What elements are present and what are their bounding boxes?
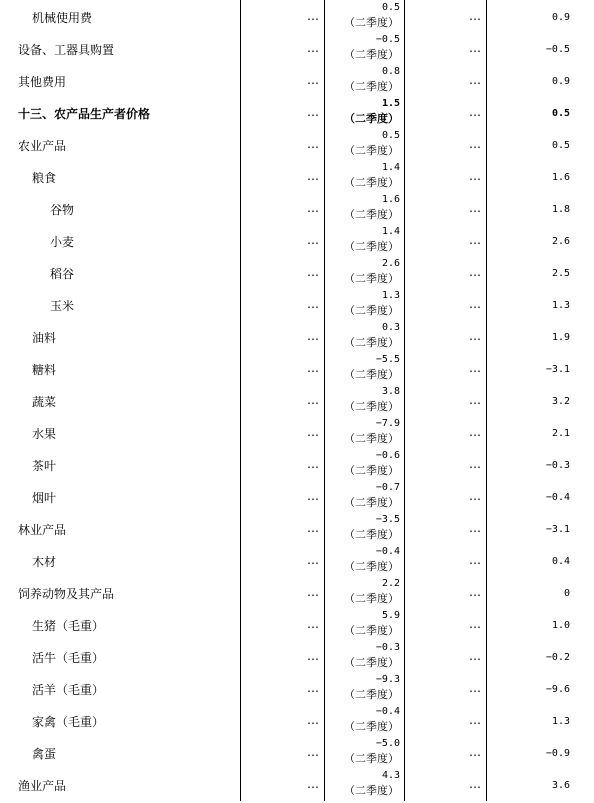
table-row (0, 419, 594, 451)
missing-value-marker: … (307, 617, 318, 631)
quarter-value: −7.9 (375, 418, 400, 429)
row-label: 谷物 (50, 203, 75, 217)
row-label: 活牛（毛重） (32, 651, 105, 665)
quarter-value: 0.5 (381, 2, 400, 13)
missing-value-marker: … (469, 169, 480, 183)
table-row (0, 739, 594, 771)
quarter-value: −0.4 (375, 706, 400, 717)
cumulative-value: 2.1 (551, 428, 570, 439)
cumulative-value: 1.6 (551, 172, 570, 183)
missing-value-marker: … (307, 457, 318, 471)
quarter-value: 1.6 (381, 194, 400, 205)
quarter-value: −0.3 (375, 642, 400, 653)
quarter-note: （二季度） (344, 400, 399, 413)
missing-value-marker: … (469, 201, 480, 215)
row-label: 家禽（毛重） (32, 715, 105, 729)
missing-value-marker: … (469, 393, 480, 407)
cumulative-value: 1.3 (551, 300, 570, 311)
table-row (0, 579, 594, 611)
cumulative-value: −0.5 (545, 44, 570, 55)
row-label: 烟叶 (32, 491, 57, 505)
cumulative-value: 2.5 (551, 268, 570, 279)
quarter-note: （二季度） (344, 624, 399, 637)
missing-value-marker: … (469, 617, 480, 631)
table-row (0, 707, 594, 739)
table-row (0, 3, 594, 35)
quarter-note: （二季度） (344, 752, 399, 765)
table-row (0, 67, 594, 99)
quarter-note: （二季度） (344, 720, 399, 733)
cumulative-value: −0.4 (545, 492, 570, 503)
quarter-value: −9.3 (375, 674, 400, 685)
missing-value-marker: … (307, 361, 318, 375)
row-label: 农业产品 (18, 139, 67, 153)
missing-value-marker: … (469, 521, 480, 535)
quarter-note: （二季度） (344, 656, 399, 669)
missing-value-marker: … (307, 521, 318, 535)
row-label: 饲养动物及其产品 (18, 587, 115, 601)
row-label: 禽蛋 (32, 747, 57, 761)
cumulative-value: −0.9 (545, 748, 570, 759)
missing-value-marker: … (307, 329, 318, 343)
cumulative-value: 3.2 (551, 396, 570, 407)
cumulative-value: 1.3 (551, 716, 570, 727)
row-label: 机械使用费 (32, 11, 93, 25)
table-row (0, 675, 594, 707)
missing-value-marker: … (469, 9, 480, 23)
missing-value-marker: … (307, 105, 318, 119)
quarter-value: 1.3 (381, 290, 400, 301)
missing-value-marker: … (469, 681, 480, 695)
quarter-value: −0.6 (375, 450, 400, 461)
cumulative-value: 1.9 (551, 332, 570, 343)
quarter-value: 2.2 (381, 578, 400, 589)
table-row (0, 387, 594, 419)
missing-value-marker: … (307, 681, 318, 695)
missing-value-marker: … (307, 265, 318, 279)
quarter-value: 3.8 (381, 386, 400, 397)
missing-value-marker: … (307, 169, 318, 183)
quarter-note: （二季度） (344, 176, 399, 189)
cumulative-value: 0.5 (551, 140, 570, 151)
cumulative-value: 1.0 (551, 620, 570, 631)
quarter-value: −0.4 (375, 546, 400, 557)
missing-value-marker: … (469, 41, 480, 55)
quarter-value: −0.5 (375, 34, 400, 45)
cumulative-value: 0.5 (551, 108, 570, 119)
cumulative-value: −0.3 (545, 460, 570, 471)
cumulative-value: −0.2 (545, 652, 570, 663)
quarter-value: −0.7 (375, 482, 400, 493)
cumulative-value: −3.1 (545, 524, 570, 535)
row-label: 设备、工器具购置 (18, 43, 115, 57)
missing-value-marker: … (469, 265, 480, 279)
missing-value-marker: … (469, 361, 480, 375)
missing-value-marker: … (307, 233, 318, 247)
quarter-note: （二季度） (344, 592, 399, 605)
missing-value-marker: … (469, 137, 480, 151)
quarter-note: （二季度） (344, 304, 399, 317)
missing-value-marker: … (469, 745, 480, 759)
row-label: 木材 (32, 555, 57, 569)
missing-value-marker: … (469, 297, 480, 311)
row-label: 十三、农产品生产者价格 (18, 107, 151, 121)
missing-value-marker: … (307, 777, 318, 791)
cumulative-value: 0 (563, 588, 570, 599)
cumulative-value: −3.1 (545, 364, 570, 375)
quarter-note: （二季度） (344, 80, 399, 93)
quarter-note: （二季度） (344, 528, 399, 541)
table-row (0, 99, 594, 131)
row-label: 粮食 (32, 171, 57, 185)
row-label: 糖料 (32, 363, 57, 377)
missing-value-marker: … (469, 233, 480, 247)
table-row (0, 547, 594, 579)
row-label: 小麦 (50, 235, 75, 249)
missing-value-marker: … (307, 137, 318, 151)
table-row (0, 611, 594, 643)
quarter-value: 0.5 (381, 130, 400, 141)
quarter-value: 4.3 (381, 770, 400, 781)
quarter-note: （二季度） (344, 688, 399, 701)
quarter-note: （二季度） (344, 560, 399, 573)
missing-value-marker: … (469, 425, 480, 439)
missing-value-marker: … (469, 649, 480, 663)
missing-value-marker: … (469, 713, 480, 727)
table-row (0, 643, 594, 675)
quarter-note: （二季度） (344, 240, 399, 253)
quarter-value: −3.5 (375, 514, 400, 525)
row-label: 蔬菜 (32, 395, 57, 409)
row-label: 稻谷 (50, 267, 75, 281)
missing-value-marker: … (307, 585, 318, 599)
cumulative-value: 3.6 (551, 780, 570, 791)
quarter-value: 0.8 (381, 66, 400, 77)
missing-value-marker: … (307, 489, 318, 503)
missing-value-marker: … (307, 9, 318, 23)
missing-value-marker: … (307, 745, 318, 759)
quarter-note: （二季度） (344, 784, 399, 797)
table-row (0, 259, 594, 291)
cumulative-value: 0.9 (551, 76, 570, 87)
row-label: 其他费用 (18, 75, 67, 89)
table-row (0, 483, 594, 515)
missing-value-marker: … (307, 553, 318, 567)
missing-value-marker: … (469, 105, 480, 119)
table-row (0, 291, 594, 323)
row-label: 水果 (32, 427, 57, 441)
row-label: 茶叶 (32, 459, 57, 473)
quarter-note: （二季度） (344, 272, 399, 285)
missing-value-marker: … (469, 73, 480, 87)
table-row (0, 323, 594, 355)
quarter-value: 5.9 (381, 610, 400, 621)
table-row (0, 195, 594, 227)
missing-value-marker: … (307, 713, 318, 727)
table-row (0, 771, 594, 803)
cumulative-value: 1.8 (551, 204, 570, 215)
row-label: 油料 (32, 331, 57, 345)
row-label: 林业产品 (18, 523, 67, 537)
row-label: 生猪（毛重） (32, 619, 105, 633)
missing-value-marker: … (469, 489, 480, 503)
table-row (0, 227, 594, 259)
quarter-note: （二季度） (344, 368, 399, 381)
missing-value-marker: … (307, 425, 318, 439)
table-row (0, 355, 594, 387)
table-row (0, 131, 594, 163)
missing-value-marker: … (469, 777, 480, 791)
quarter-note: （二季度） (344, 208, 399, 221)
missing-value-marker: … (307, 41, 318, 55)
quarter-value: −5.0 (375, 738, 400, 749)
quarter-note: （二季度） (344, 144, 399, 157)
missing-value-marker: … (307, 73, 318, 87)
quarter-note: （二季度） (344, 432, 399, 445)
cumulative-value: 2.6 (551, 236, 570, 247)
cumulative-value: −9.6 (545, 684, 570, 695)
missing-value-marker: … (307, 201, 318, 215)
quarter-note: （二季度） (344, 48, 399, 61)
row-label: 活羊（毛重） (32, 683, 105, 697)
missing-value-marker: … (469, 553, 480, 567)
table-row (0, 35, 594, 67)
quarter-note: （二季度） (344, 112, 399, 125)
row-label: 玉米 (50, 299, 75, 313)
missing-value-marker: … (307, 649, 318, 663)
quarter-value: 2.6 (381, 258, 400, 269)
missing-value-marker: … (469, 457, 480, 471)
quarter-note: （二季度） (344, 464, 399, 477)
quarter-value: 0.3 (381, 322, 400, 333)
cumulative-value: 0.4 (551, 556, 570, 567)
missing-value-marker: … (307, 297, 318, 311)
missing-value-marker: … (469, 329, 480, 343)
quarter-value: −5.5 (375, 354, 400, 365)
quarter-value: 1.5 (381, 98, 400, 109)
quarter-note: （二季度） (344, 16, 399, 29)
row-label: 渔业产品 (18, 779, 67, 793)
quarter-note: （二季度） (344, 336, 399, 349)
quarter-note: （二季度） (344, 496, 399, 509)
missing-value-marker: … (469, 585, 480, 599)
cumulative-value: 0.9 (551, 12, 570, 23)
table-row (0, 163, 594, 195)
table-row (0, 515, 594, 547)
missing-value-marker: … (307, 393, 318, 407)
quarter-value: 1.4 (381, 162, 400, 173)
table-row (0, 451, 594, 483)
quarter-value: 1.4 (381, 226, 400, 237)
